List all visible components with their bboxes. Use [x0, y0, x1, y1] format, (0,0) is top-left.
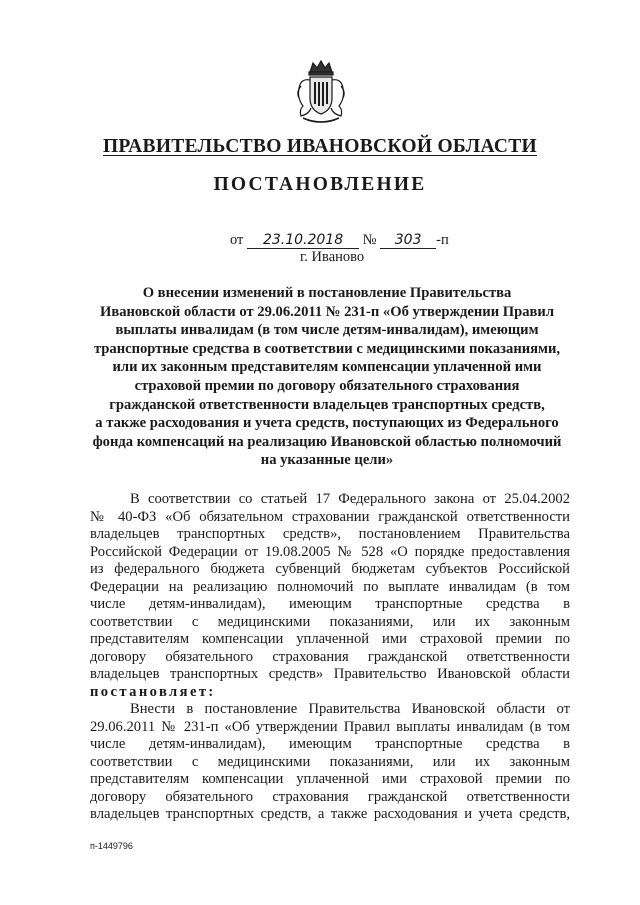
- document-body: [90, 491, 570, 824]
- item-line: владельцев транспортных средств, а также расходования и учета средств,: [90, 806, 570, 822]
- coat-of-arms-emblem: [293, 58, 349, 126]
- item-line: числе детям-инвалидам), имеющим транспортные средства в: [90, 736, 570, 752]
- item-line: представителям компенсации уплаченной ими страховой премии по: [90, 771, 570, 787]
- body-line: владельцев транспортных средств», постановлением Правительства: [90, 526, 570, 542]
- document-date: 23.10.2018: [247, 233, 359, 249]
- city: г. Иваново: [300, 249, 365, 265]
- date-number-line: [230, 232, 449, 249]
- item-line: соответствии с медицинскими показаниями, или их законным: [90, 753, 570, 770]
- body-line: Федерации на реализацию полномочий по выплате инвалидам (в том: [90, 578, 570, 595]
- resolves-keyword: постановляет:: [90, 683, 216, 700]
- document-subject: [92, 284, 562, 470]
- document-id: п-1449796: [90, 841, 133, 851]
- item-line: Внести в постановление Правительства Ивановской области от: [130, 701, 570, 717]
- subject-line: или их законным представителям компенсации уплаченной ими: [112, 359, 542, 376]
- from-label: от: [230, 232, 244, 248]
- body-line: № 40-ФЗ «Об обязательном страховании гражданской ответственности: [90, 508, 570, 525]
- subject-line: фонда компенсаций на реализацию Ивановской областью полномочий: [92, 433, 562, 450]
- document-number: 303: [380, 233, 436, 249]
- subject-line: гражданской ответственности владельцев транспортных средств,: [109, 396, 545, 413]
- subject-line: выплаты инвалидам (в том числе детям-инвалидам), имеющим: [115, 322, 539, 339]
- subject-line: страховой премии по договору обязательного страхования: [134, 377, 520, 394]
- document-type-title: ПОСТАНОВЛЕНИЕ: [213, 174, 427, 195]
- subject-line: а также расходования и учета средств, поступающих из Федерального: [95, 415, 559, 432]
- item-line: договору обязательного страхования гражданской ответственности: [90, 788, 570, 805]
- subject-line: на указанные цели»: [260, 452, 394, 469]
- body-line: Российской Федерации от 19.08.2005 № 528 «О порядке предоставления: [90, 543, 570, 560]
- subject-line: Ивановской области от 29.06.2011 № 231-п «Об утверждении Правил: [99, 303, 555, 320]
- body-line: В соответствии со статьей 17 Федерального закона от 25.04.2002: [130, 491, 570, 507]
- item-line: 29.06.2011 № 231-п «Об утверждении Правил выплаты инвалидам (в том: [90, 718, 570, 735]
- number-label: №: [362, 232, 377, 248]
- subject-line: транспортные средства в соответствии с медицинскими показаниями,: [93, 340, 561, 357]
- body-line: числе детям-инвалидам), имеющим транспортные средства в: [90, 596, 570, 612]
- body-line: договору обязательного страхования гражданской ответственности: [90, 648, 570, 665]
- body-line: соответствии с медицинскими показаниями, или их законным: [90, 613, 570, 630]
- subject-line: О внесении изменений в постановление Правительства: [142, 285, 512, 301]
- body-line: представителям компенсации уплаченной ими страховой премии по: [90, 631, 570, 647]
- body-line: владельцев транспортных средств» Правительство Ивановской области: [90, 666, 570, 682]
- government-name: ПРАВИТЕЛЬСТВО ИВАНОВСКОЙ ОБЛАСТИ: [102, 136, 538, 157]
- body-line: из федерального бюджета субвенций бюджетам субъектов Российской: [90, 561, 570, 577]
- number-suffix: -п: [436, 232, 449, 248]
- government-title: [0, 136, 640, 158]
